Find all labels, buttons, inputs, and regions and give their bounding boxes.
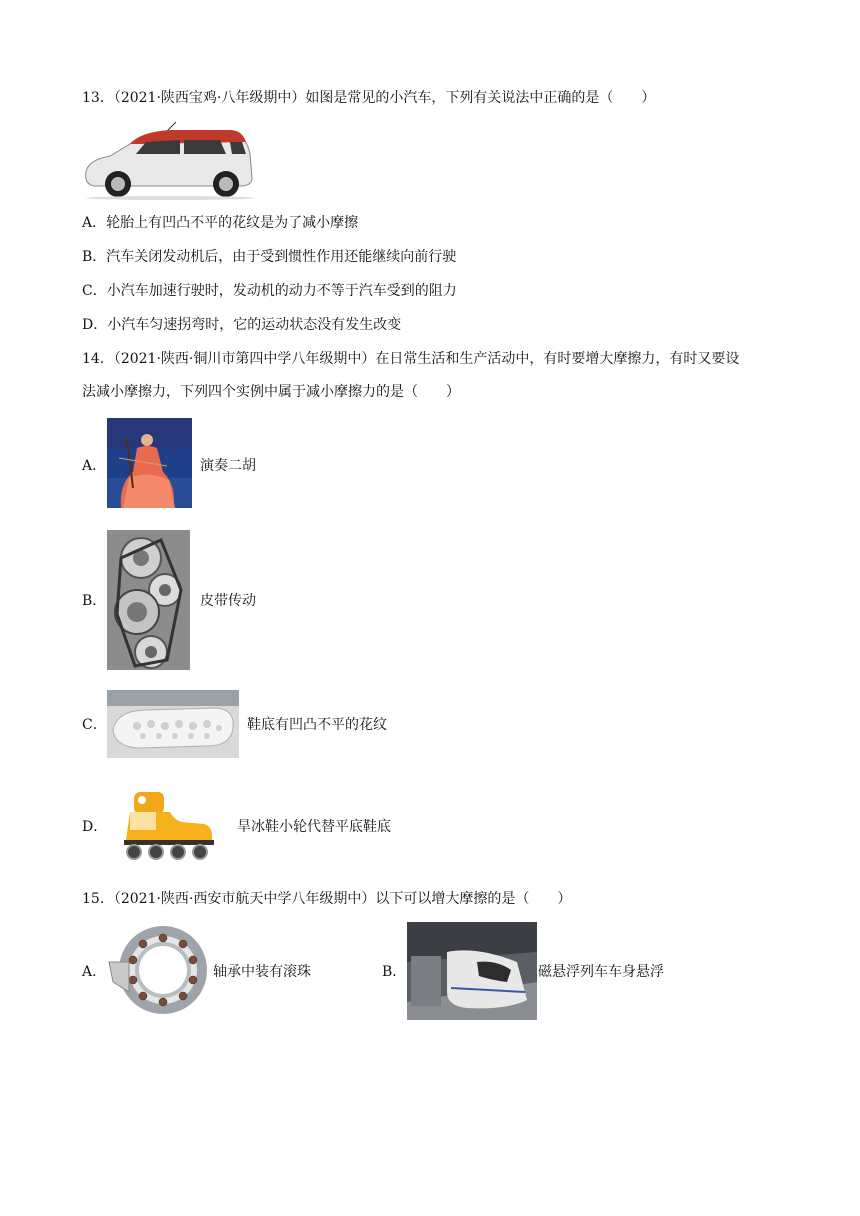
q14-option-a-text: 演奏二胡 bbox=[200, 458, 256, 474]
q14-stem-line1: 14．（2021·陕西·铜川市第四中学八年级期中）在日常生活和生产活动中，有时要增大摩擦力，有时又要设 bbox=[82, 351, 740, 367]
q15-option-b-text: 磁悬浮列车车身悬浮 bbox=[538, 964, 664, 980]
car-image bbox=[80, 120, 258, 200]
roller-skate-image bbox=[120, 790, 218, 860]
belt-drive-image bbox=[107, 530, 190, 670]
q14-option-c-text: 鞋底有凹凸不平的花纹 bbox=[247, 717, 387, 733]
q15-option-b-letter: B． bbox=[382, 964, 407, 980]
q14-option-b-text: 皮带传动 bbox=[200, 593, 256, 609]
q14-option-c-letter: C． bbox=[82, 717, 107, 733]
q14-option-d-letter: D． bbox=[82, 819, 108, 835]
erhu-performer-image bbox=[107, 418, 192, 508]
q13-option-d: D．小汽车匀速拐弯时，它的运动状态没有发生改变 bbox=[82, 317, 402, 333]
q13-option-b: B．汽车关闭发动机后，由于受到惯性作用还能继续向前行驶 bbox=[82, 249, 457, 265]
maglev-train-image bbox=[407, 922, 537, 1020]
q14-option-b-letter: B． bbox=[82, 593, 107, 609]
q14-option-a-letter: A． bbox=[82, 458, 107, 474]
q15-stem: 15．（2021·陕西·西安市航天中学八年级期中）以下可以增大摩擦的是（ ） bbox=[82, 891, 572, 907]
q15-option-a-text: 轴承中装有滚珠 bbox=[213, 964, 311, 980]
q15-option-a-letter: A． bbox=[82, 964, 107, 980]
shoe-sole-image bbox=[107, 690, 239, 758]
q13-option-a: A．轮胎上有凹凸不平的花纹是为了减小摩擦 bbox=[82, 215, 359, 231]
q13-option-c: C．小汽车加速行驶时，发动机的动力不等于汽车受到的阻力 bbox=[82, 283, 457, 299]
q14-stem-line2: 法减小摩擦力，下列四个实例中属于减小摩擦力的是（ ） bbox=[82, 384, 460, 400]
q13-stem: 13．（2021·陕西宝鸡·八年级期中）如图是常见的小汽车，下列有关说法中正确的是（ ） bbox=[82, 90, 656, 106]
q14-option-d-text: 旱冰鞋小轮代替平底鞋底 bbox=[237, 819, 391, 835]
ball-bearing-image bbox=[107, 922, 213, 1020]
